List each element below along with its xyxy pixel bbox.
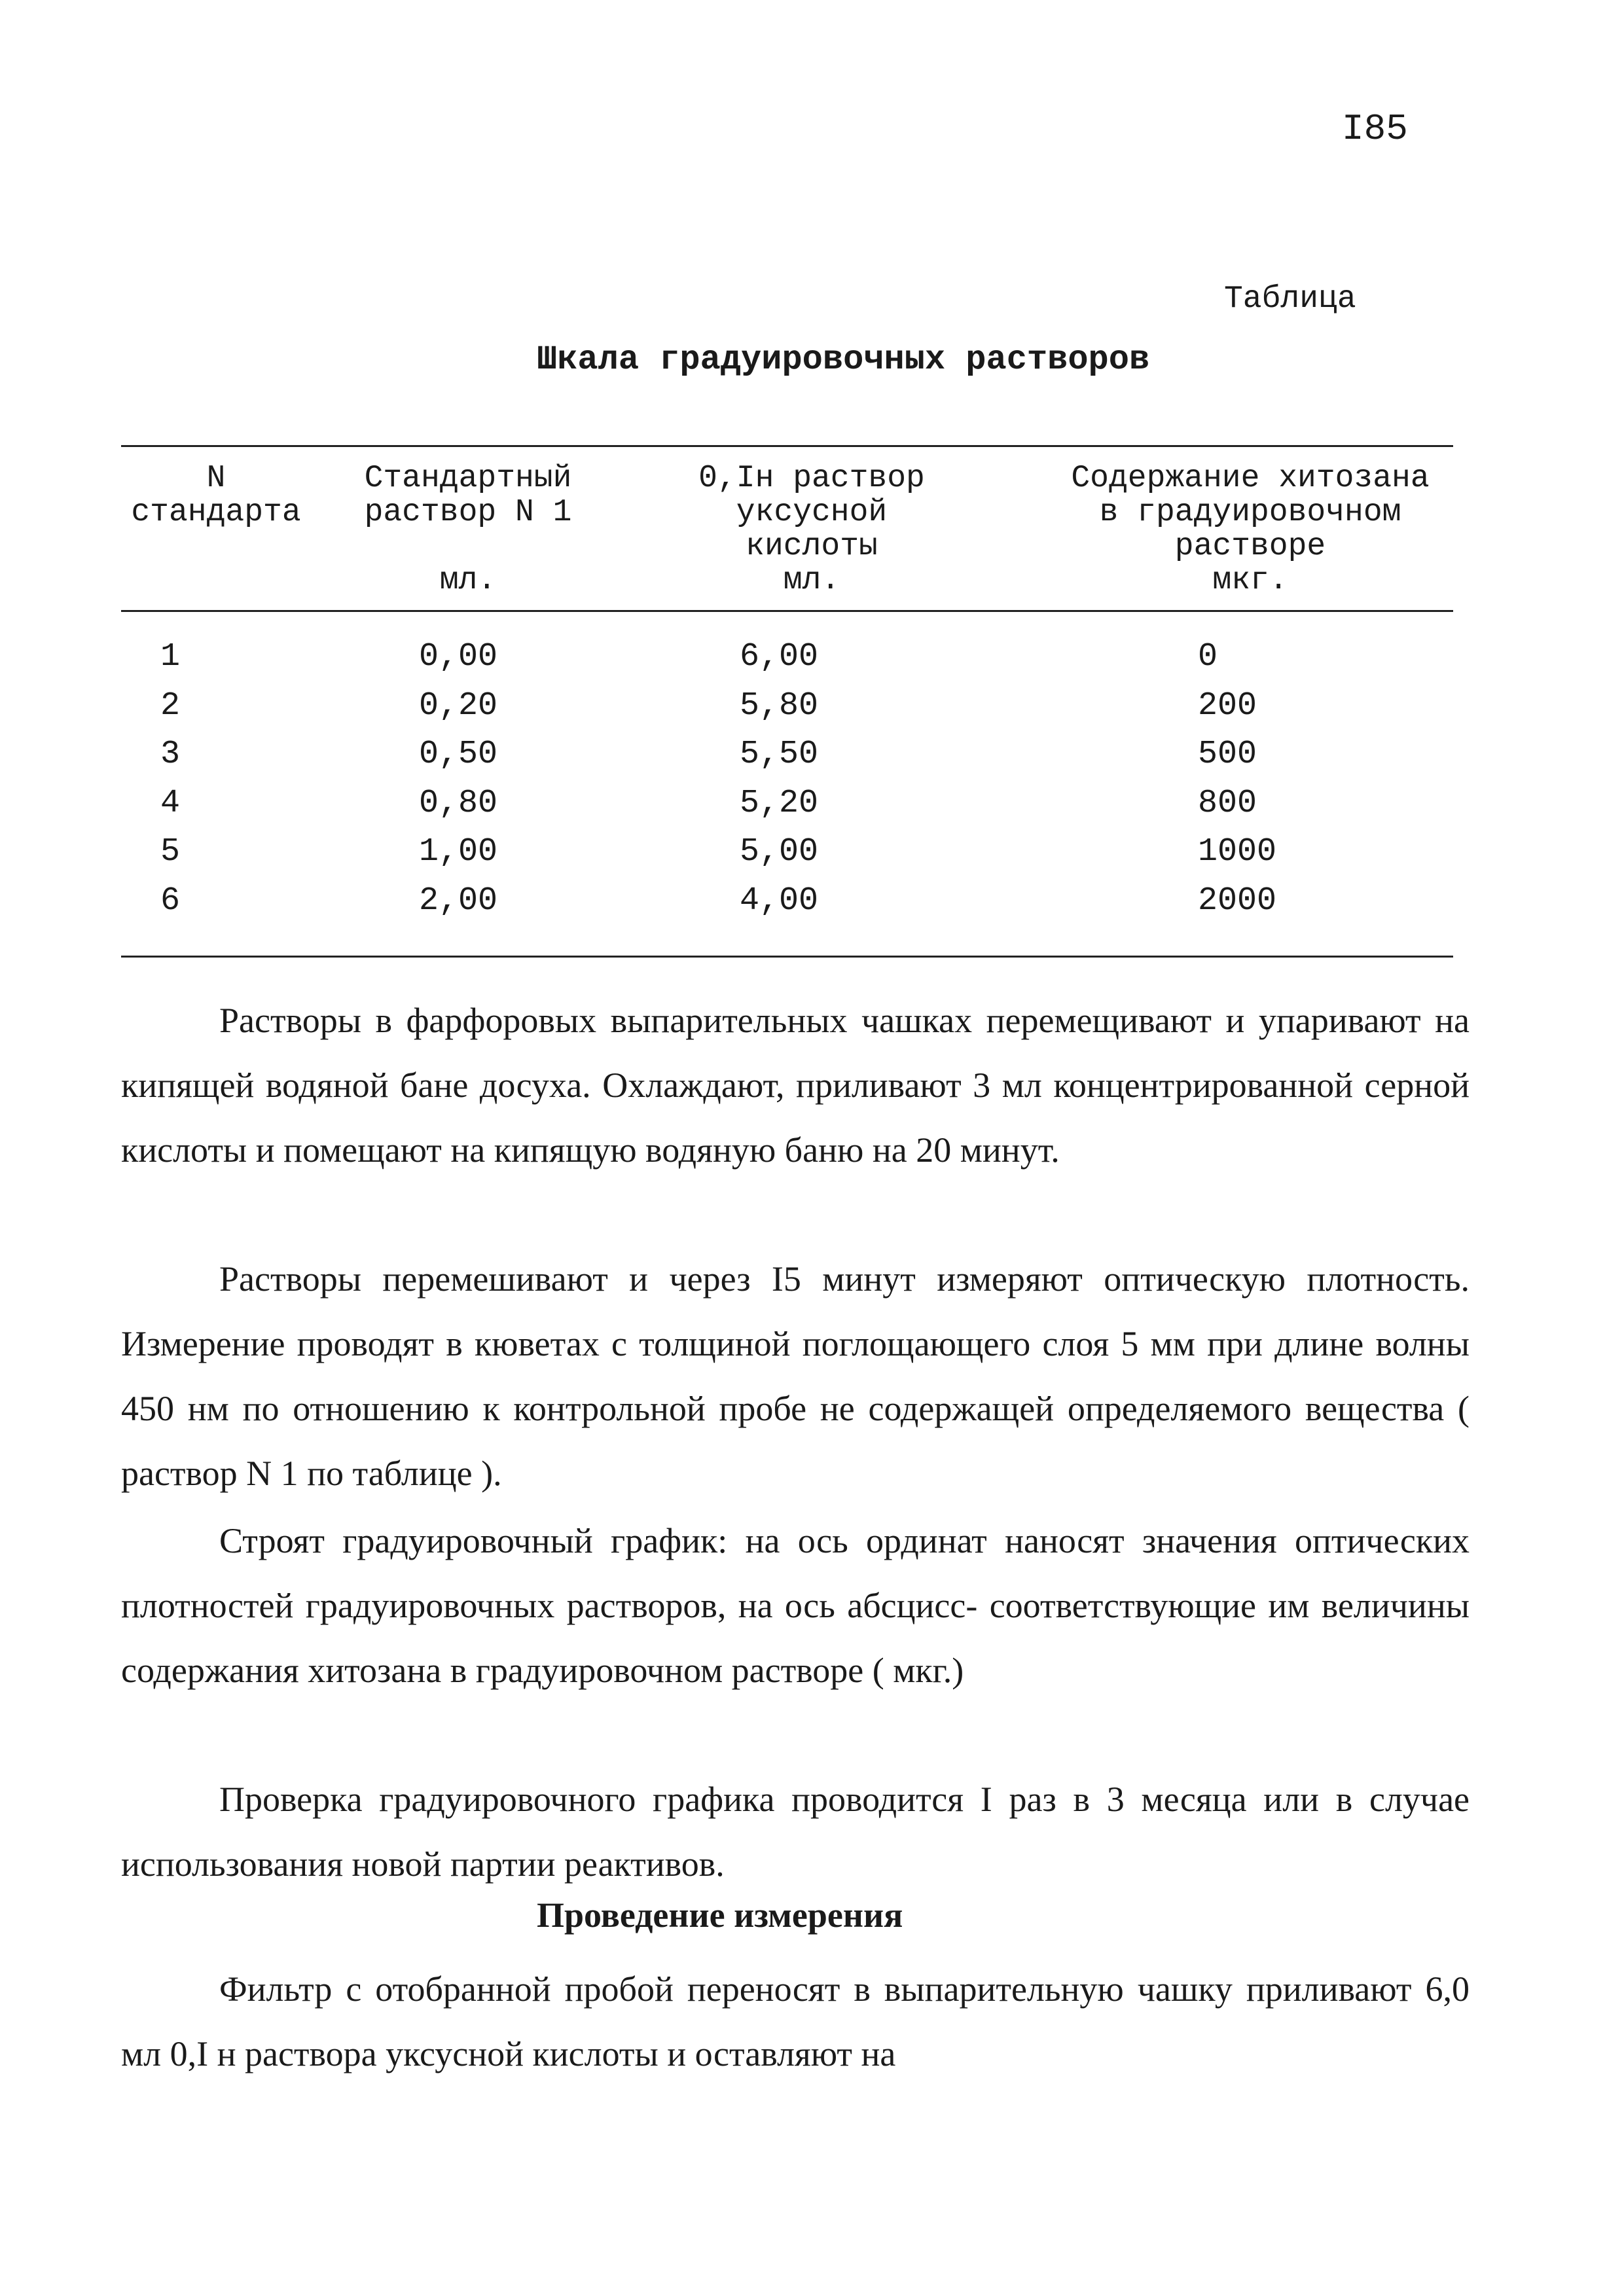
table-label: Таблица	[1224, 281, 1356, 317]
cell-acetic-acid: 4,00	[740, 882, 819, 920]
cell-standard-solution: 1,00	[419, 833, 498, 870]
cell-number: 3	[160, 736, 181, 773]
table-body	[0, 638, 1624, 931]
cell-number: 6	[160, 882, 181, 920]
paragraph-text: Растворы перемешивают и через I5 минут измеряют оптическую плотность. Измерение проводят в кюветах с толщиной поглощающего слоя 5 мм при длине волны 450 нм по отношению к контрольной пробе не содержащей определяемого вещества ( раствор N 1 по таблице ).	[121, 1259, 1470, 1493]
paragraph-optical-density	[121, 1247, 1470, 1506]
header-chitosan-content: Содержание хитозана в градуировочном растворе	[1071, 461, 1430, 564]
table-row	[0, 785, 1624, 834]
section-heading: Проведение измерения	[537, 1895, 903, 1935]
cell-standard-solution: 0,80	[419, 784, 498, 822]
table-row	[0, 736, 1624, 785]
page-number: I85	[1342, 108, 1408, 150]
paragraph-text: Проверка градуировочного графика проводится I раз в 3 месяца или в случае использования новой партии реактивов.	[121, 1780, 1470, 1884]
paragraph-calibration-graph	[121, 1509, 1470, 1703]
cell-number: 2	[160, 687, 181, 725]
unit-acetic-acid: мл.	[783, 563, 840, 598]
paragraph-text: Фильтр с отобранной пробой переносят в выпарительную чашку приливают 6,0 мл 0,I н раствора уксусной кислоты и оставляют на	[121, 1969, 1470, 2073]
paragraph-evaporation	[121, 988, 1470, 1183]
cell-chitosan: 500	[1198, 736, 1257, 773]
table-row	[0, 687, 1624, 736]
cell-chitosan: 800	[1198, 784, 1257, 822]
cell-standard-solution: 0,50	[419, 736, 498, 773]
cell-standard-solution: 0,20	[419, 687, 498, 725]
cell-number: 1	[160, 638, 181, 675]
paragraph-text: Растворы в фарфоровых выпарительных чашках перемещивают и упаривают на кипящей водяной бане досуха. Охлаждают, приливают 3 мл концентрированной серной кислоты и помещают на кипящую водяную баню на 20 минут.	[121, 1001, 1470, 1170]
cell-acetic-acid: 6,00	[740, 638, 819, 675]
cell-number: 4	[160, 784, 181, 822]
table-title: Шкала градуировочных растворов	[537, 340, 1150, 379]
cell-acetic-acid: 5,50	[740, 736, 819, 773]
table-row	[0, 833, 1624, 882]
table-row	[0, 882, 1624, 931]
table-top-rule	[121, 445, 1453, 447]
cell-chitosan: 1000	[1198, 833, 1277, 870]
paragraph-measurement	[121, 1957, 1470, 2087]
cell-acetic-acid: 5,20	[740, 784, 819, 822]
cell-chitosan: 0	[1198, 638, 1218, 675]
cell-acetic-acid: 5,80	[740, 687, 819, 725]
cell-number: 5	[160, 833, 181, 870]
cell-chitosan: 2000	[1198, 882, 1277, 920]
paragraph-graph-check	[121, 1767, 1470, 1897]
cell-standard-solution: 2,00	[419, 882, 498, 920]
cell-chitosan: 200	[1198, 687, 1257, 725]
header-acetic-acid: 0,Iн раствор уксусной кислоты	[698, 461, 925, 564]
cell-standard-solution: 0,00	[419, 638, 498, 675]
paragraph-text: Строят градуировочный график: на ось ординат наносят значения оптических плотностей градуировочных растворов, на ось абсцисс- соответствующие им величины содержания хитозана в градуировочном растворе ( мкг.)	[121, 1521, 1470, 1690]
cell-acetic-acid: 5,00	[740, 833, 819, 870]
table-header-rule	[121, 610, 1453, 612]
header-standard-solution: Стандартный раствор N 1	[364, 461, 572, 530]
unit-chitosan-content: мкг.	[1212, 563, 1288, 598]
header-standard-number: N стандарта	[131, 461, 301, 530]
unit-standard-solution: мл.	[439, 563, 497, 598]
table-row	[0, 638, 1624, 687]
table-bottom-rule	[121, 956, 1453, 958]
